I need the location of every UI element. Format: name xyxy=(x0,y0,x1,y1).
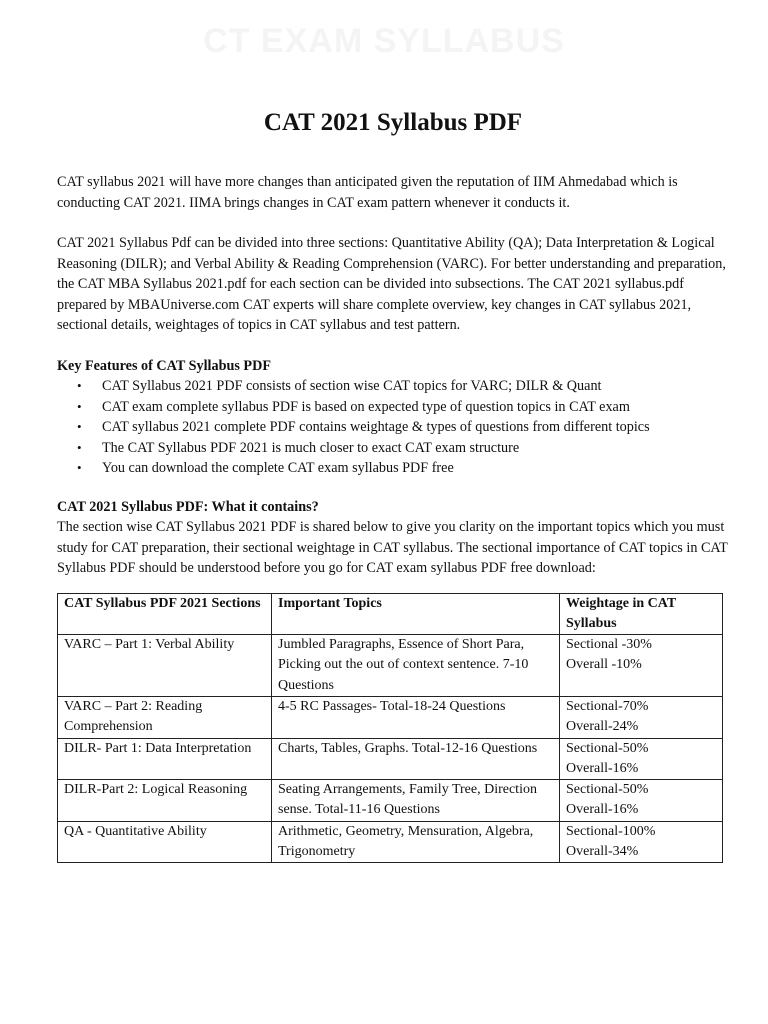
bullet-icon: • xyxy=(77,460,82,475)
table-row xyxy=(58,821,723,863)
document-page xyxy=(57,106,729,863)
table-row xyxy=(58,696,723,738)
table-header-row xyxy=(58,593,723,635)
overall-weight: Overall -10% xyxy=(566,657,642,673)
weightage-cell xyxy=(560,780,723,822)
table-row xyxy=(58,780,723,822)
weightage-cell xyxy=(560,696,723,738)
topics-cell: Charts, Tables, Graphs. Total-12-16 Questions xyxy=(272,738,560,780)
overall-weight: Overall-24% xyxy=(566,719,639,735)
section-cell: QA - Quantitative Ability xyxy=(58,821,272,863)
topics-cell: Seating Arrangements, Family Tree, Direction sense. Total-11-16 Questions xyxy=(272,780,560,822)
features-heading: Key Features of CAT Syllabus PDF xyxy=(57,357,271,374)
page-title: CAT 2021 Syllabus PDF xyxy=(263,109,523,136)
sectional-weight: Sectional-70% xyxy=(566,698,649,714)
table-row xyxy=(58,738,723,780)
contains-paragraph: The section wise CAT Syllabus 2021 PDF is shared below to give you clarity on the important topics which you must study for CAT preparation, their sectional weightage in CAT syllabus. The sectional importance of CAT topics in CAT Syllabus PDF should be understood before you go for CAT exam syllabus PDF free download: xyxy=(57,519,728,576)
list-item xyxy=(77,438,729,459)
sectional-weight: Sectional-100% xyxy=(566,823,656,839)
sectional-weight: Sectional-50% xyxy=(566,782,649,798)
contains-heading: CAT 2021 Syllabus PDF: What it contains? xyxy=(57,498,319,515)
sectional-weight: Sectional-50% xyxy=(566,740,649,756)
overall-weight: Overall-16% xyxy=(566,760,639,776)
weightage-cell xyxy=(560,738,723,780)
intro-paragraph-2: CAT 2021 Syllabus Pdf can be divided into three sections: Quantitative Ability (QA); Data Interpretation & Logical Reasoning (DILR); and Verbal Ability & Reading Comprehension (VARC). For better understanding and preparation, the CAT MBA Syllabus 2021.pdf for each section can be divided into subsections. The CAT 2021 syllabus.pdf prepared by MBAUniverse.com CAT experts will share complete overview, key changes in CAT syllabus 2021, sectional details, weightages of topics in CAT syllabus and test pattern. xyxy=(57,235,726,333)
column-header-weightage: Weightage in CAT Syllabus xyxy=(560,593,723,635)
list-item xyxy=(77,417,729,438)
topics-cell: Jumbled Paragraphs, Essence of Short Para, Picking out the out of context sentence. 7-10 Questions xyxy=(272,635,560,697)
bullet-icon: • xyxy=(77,398,82,414)
watermark-text: CT EXAM SYLLABUS xyxy=(203,22,565,60)
topics-cell: Arithmetic, Geometry, Mensuration, Algebra, Trigonometry xyxy=(272,821,560,863)
features-list xyxy=(57,376,729,479)
section-cell: VARC – Part 2: Reading Comprehension xyxy=(58,696,272,738)
list-item-text: CAT Syllabus 2021 PDF consists of section wise CAT topics for VARC; DILR & Quant xyxy=(102,378,602,394)
sectional-weight: Sectional -30% xyxy=(566,637,652,653)
list-item-text: You can download the complete CAT exam syllabus PDF free xyxy=(102,460,454,476)
section-cell: VARC – Part 1: Verbal Ability xyxy=(58,635,272,697)
table-row xyxy=(58,635,723,697)
overall-weight: Overall-16% xyxy=(566,802,639,818)
weightage-cell xyxy=(560,635,723,697)
section-cell: DILR- Part 1: Data Interpretation xyxy=(58,738,272,780)
section-cell: DILR-Part 2: Logical Reasoning xyxy=(58,780,272,822)
bullet-icon: • xyxy=(77,378,82,393)
list-item xyxy=(77,397,729,418)
list-item-text: CAT syllabus 2021 complete PDF contains weightage & types of questions from different topics xyxy=(102,419,650,435)
intro-paragraph-1: CAT syllabus 2021 will have more changes than anticipated given the reputation of IIM Ahmedabad which is conducting CAT 2021. IIMA brings changes in CAT exam pattern whenever it conducts it. xyxy=(57,174,678,211)
list-item-text: The CAT Syllabus PDF 2021 is much closer to exact CAT exam structure xyxy=(102,439,520,456)
column-header-sections: CAT Syllabus PDF 2021 Sections xyxy=(58,593,272,635)
syllabus-table xyxy=(57,593,723,864)
overall-weight: Overall-34% xyxy=(566,844,639,860)
list-item xyxy=(77,376,729,397)
column-header-topics: Important Topics xyxy=(272,593,560,635)
bullet-icon: • xyxy=(77,439,82,455)
bullet-icon: • xyxy=(77,419,82,434)
list-item-text: CAT exam complete syllabus PDF is based on expected type of question topics in CAT exam xyxy=(102,398,630,415)
weightage-cell xyxy=(560,821,723,863)
topics-cell: 4-5 RC Passages- Total-18-24 Questions xyxy=(272,696,560,738)
list-item xyxy=(77,458,729,479)
